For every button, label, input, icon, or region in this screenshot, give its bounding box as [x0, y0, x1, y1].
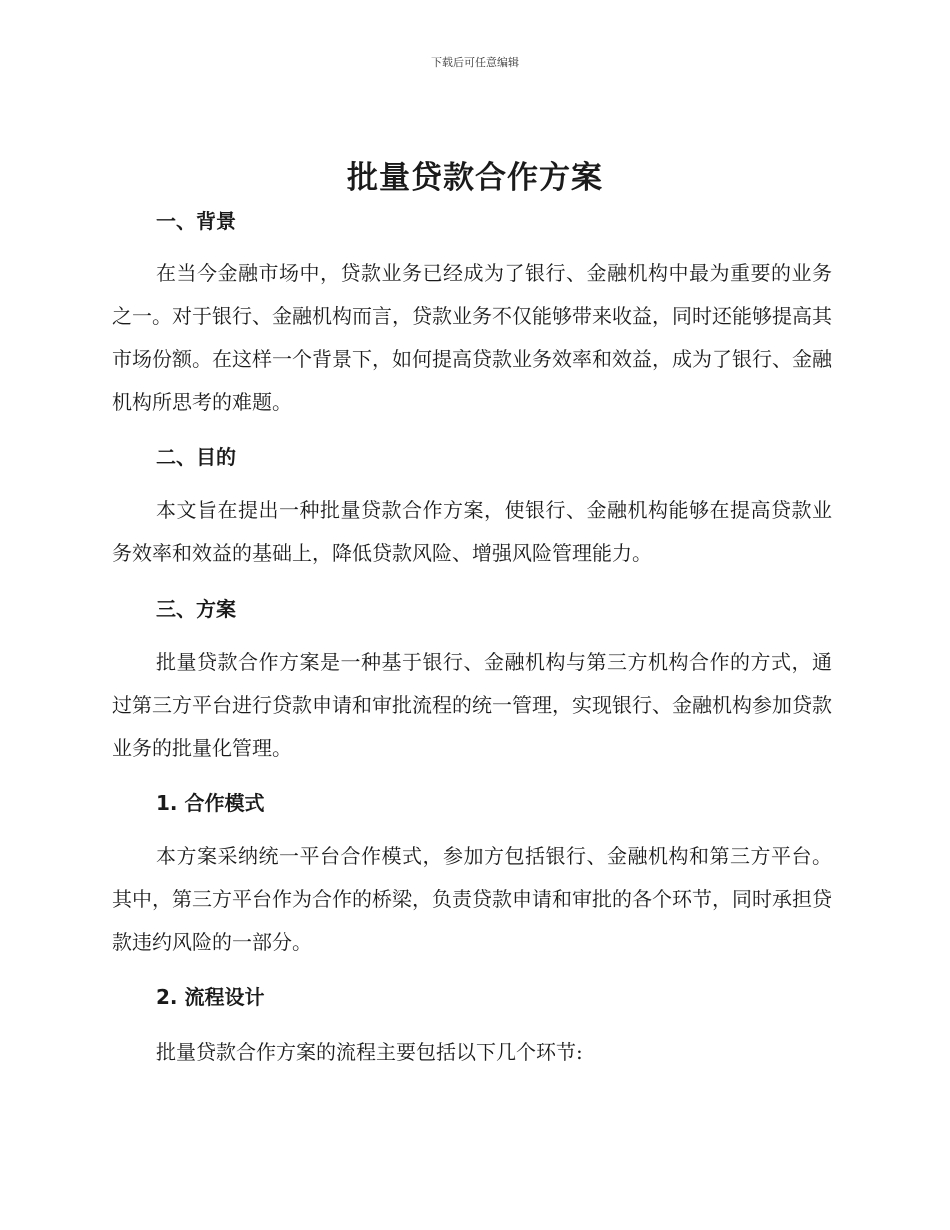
paragraph-model: 本方案采纳统一平台合作模式，参加方包括银行、金融机构和第三方平台。其中，第三方平台作为合作的桥梁，负责贷款申请和审批的各个环节，同时承担贷款违约风险的一部分。: [112, 844, 832, 954]
subsection-heading-model: 1. 合作模式: [156, 791, 265, 815]
paragraph-process: 批量贷款合作方案的流程主要包括以下几个环节:: [156, 1040, 583, 1064]
paragraph-purpose: 本文旨在提出一种批量贷款合作方案，使银行、金融机构能够在提高贷款业务效率和效益的基础上，降低贷款风险、增强风险管理能力。: [112, 498, 832, 565]
subsection-heading-process: 2. 流程设计: [156, 985, 265, 1009]
section-heading-background: 一、背景: [156, 209, 236, 233]
paragraph-plan: 批量贷款合作方案是一种基于银行、金融机构与第三方机构合作的方式，通过第三方平台进行贷款申请和审批流程的统一管理，实现银行、金融机构参加贷款业务的批量化管理。: [112, 650, 832, 760]
document-title: 批量贷款合作方案: [347, 160, 603, 196]
section-heading-purpose: 二、目的: [156, 445, 236, 469]
section-heading-plan: 三、方案: [156, 597, 236, 621]
paragraph-background: 在当今金融市场中，贷款业务已经成为了银行、金融机构中最为重要的业务之一。对于银行、金融机构而言，贷款业务不仅能够带来收益，同时还能够提高其市场份额。在这样一个背景下，如何提高贷款业务效率和效益，成为了银行、金融机构所思考的难题。: [112, 261, 832, 414]
header-note: 下载后可任意编辑: [431, 56, 519, 69]
